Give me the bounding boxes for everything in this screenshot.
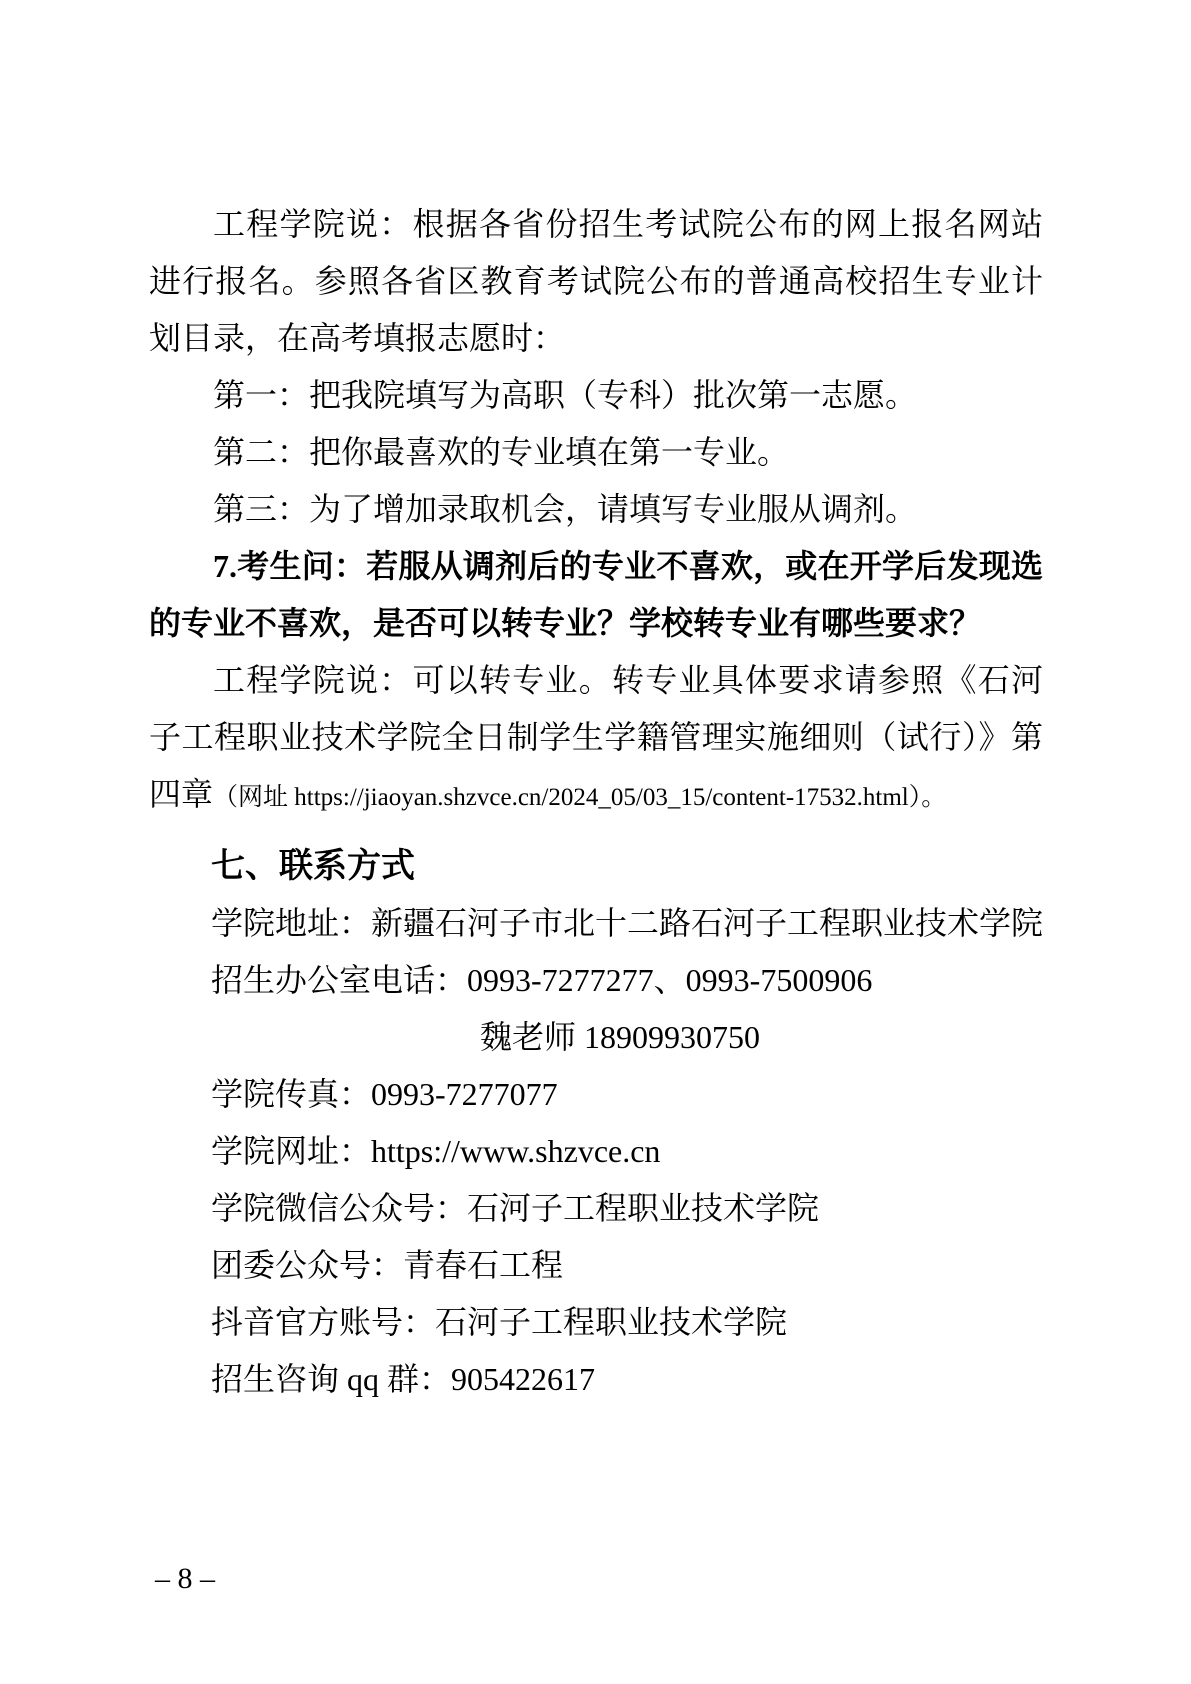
tip-third-choice: 第三：为了增加录取机会，请填写专业服从调剂。 [213,491,918,527]
section-heading-contact-info: 七、联系方式 [211,847,415,885]
answer-7-text: 工程学院说：可以转专业。转专业具体要求请参照《石河子工程职业技术学院全日制学生学籍管理实施细则（试行）》第四章 [149,662,1043,812]
contact-line-youth-league-account: 团委公众号：青春石工程 [211,1247,564,1283]
tip-first-choice: 第一：把我院填写为高职（专科）批次第一志愿。 [213,377,918,413]
regulation-url-note: （网址 https://jiaoyan.shzvce.cn/2024_05/03_15/content-17532.html）。 [213,784,947,811]
tip-second-choice: 第二：把你最喜欢的专业填在第一专业。 [213,434,790,470]
contact-line-admissions-phone: 招生办公室电话：0993-7277277、0993-7500906 [211,962,873,998]
contact-line-teacher-phone: 魏老师 18909930750 [480,1019,761,1055]
contact-line-website: 学院网址：https://www.shzvce.cn [211,1133,661,1169]
contact-line-douyin-account: 抖音官方账号：石河子工程职业技术学院 [211,1304,788,1340]
contact-line-fax: 学院传真：0993-7277077 [211,1076,558,1112]
contact-line-address: 学院地址：新疆石河子市北十二路石河子工程职业技术学院 [211,905,1044,941]
answer-paragraph-7 [149,652,1043,826]
contact-line-wechat-account: 学院微信公众号：石河子工程职业技术学院 [211,1190,820,1226]
answer-paragraph-6: 工程学院说：根据各省份招生考试院公布的网上报名网站进行报名。参照各省区教育考试院公布的普通高校招生专业计划目录，在高考填报志愿时： [149,206,1043,356]
page-number: – 8 – [155,1562,215,1595]
question-7: 7.考生问：若服从调剂后的专业不喜欢，或在开学后发现选的专业不喜欢，是否可以转专业？学校转专业有哪些要求？ [149,548,1043,641]
contact-line-qq-group: 招生咨询 qq 群：905422617 [211,1361,596,1397]
document-body [149,196,1043,1408]
